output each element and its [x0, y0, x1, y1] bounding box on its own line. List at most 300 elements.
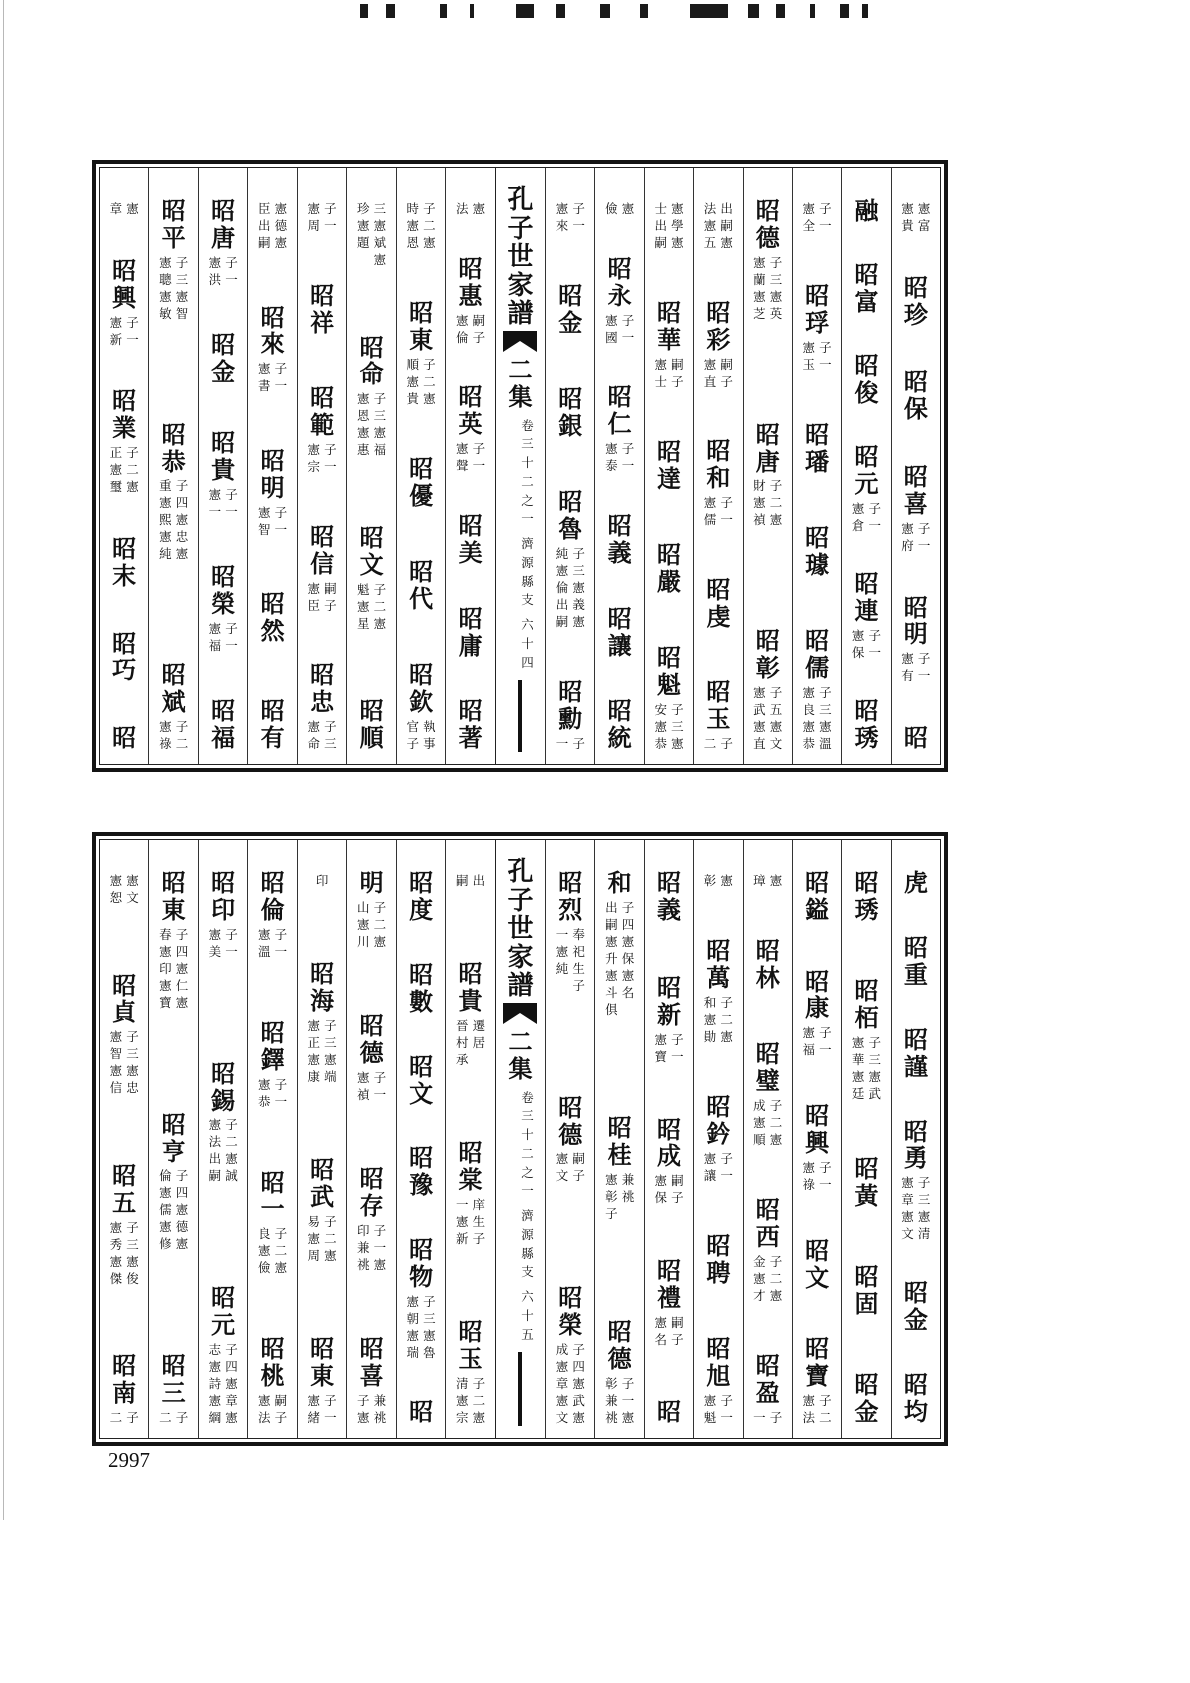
- genealogy-entry: [752, 1197, 784, 1304]
- note-left-line: 憲恩憲惠: [357, 391, 370, 458]
- note-left-line: 憲保: [654, 1173, 667, 1206]
- note-left-line: 彰: [703, 873, 717, 888]
- text-column: [198, 168, 247, 764]
- note-left-line: 憲緒: [307, 1393, 321, 1425]
- name-entry: 昭命: [359, 332, 384, 389]
- note-left-line: 憲華憲廷: [851, 1034, 865, 1101]
- name-entry: 昭著: [458, 696, 483, 753]
- name-entry: 昭保: [903, 367, 928, 424]
- name-entry: 昭文: [359, 522, 384, 579]
- genealogy-entry: [850, 444, 882, 534]
- name-entry: 昭金: [903, 1278, 928, 1335]
- annotation-note: [801, 1024, 833, 1058]
- collection-label: 二集: [508, 354, 533, 411]
- name-entry: 昭讓: [607, 603, 632, 660]
- note-left-line: 憲智: [258, 504, 271, 537]
- note-left-line: 憲一: [208, 486, 222, 519]
- note-right-line: 子一: [572, 201, 585, 233]
- note-right-line: 兼祧: [621, 1171, 635, 1204]
- center-rule: [518, 680, 522, 752]
- note-right-line: 嗣子: [472, 312, 486, 345]
- name-entry: 昭達: [657, 437, 682, 494]
- annotation-note: [604, 440, 636, 474]
- genealogy-entry: [655, 542, 684, 596]
- annotation-note: [554, 1150, 586, 1184]
- genealogy-entry: [407, 456, 436, 510]
- annotation-note: [604, 899, 636, 1018]
- note-left-line: 二: [159, 1410, 172, 1425]
- genealogy-entry: [702, 679, 734, 752]
- annotation-note: [454, 200, 486, 217]
- note-right-line: 子一: [819, 340, 832, 372]
- note-left-line: 憲周: [307, 201, 321, 233]
- text-column: [247, 840, 296, 1438]
- note-right-line: 憲: [769, 873, 783, 888]
- genealogy-entry: [110, 628, 139, 685]
- note-left-line: 憲保: [851, 627, 865, 660]
- genealogy-entry: [306, 198, 338, 234]
- note-left-line: 璋: [753, 873, 766, 888]
- fish-tail-mark: [503, 1003, 537, 1025]
- note-left-line: 章: [109, 201, 123, 216]
- annotation-note: [702, 994, 734, 1045]
- branch-label: 濟源縣支: [521, 1208, 534, 1280]
- note-right-line: 憲: [472, 201, 486, 216]
- genealogy-entry: [604, 1115, 636, 1222]
- genealogy-entry: [108, 198, 140, 217]
- annotation-note: [554, 200, 586, 234]
- genealogy-entry: [554, 489, 586, 630]
- name-entry: 昭恭: [161, 419, 186, 476]
- annotation-note: [405, 356, 437, 407]
- branch-label: 濟源縣支: [521, 536, 534, 608]
- name-entry: 昭康: [805, 966, 830, 1023]
- note-left-line: 憲溫: [258, 926, 271, 959]
- note-left-line: 憲彰子: [605, 1171, 618, 1221]
- text-column: [445, 168, 494, 764]
- note-left-line: 憲士: [654, 357, 667, 389]
- annotation-note: [405, 200, 437, 251]
- name-entry: 昭元: [211, 1283, 236, 1340]
- genealogy-entry: [405, 1237, 437, 1361]
- genealogy-entry: [355, 870, 387, 950]
- name-entry: 昭謹: [903, 1024, 928, 1081]
- page-number: 2997: [108, 1448, 150, 1472]
- annotation-note: [355, 899, 387, 950]
- genealogy-entry: [207, 1058, 239, 1185]
- name-entry: 昭忠: [310, 660, 335, 717]
- genealogy-entry: [852, 1264, 881, 1318]
- note-left-line: 憲祿: [159, 719, 172, 751]
- note-right-line: 子一: [225, 254, 238, 287]
- note-left-line: 憲有: [901, 651, 914, 684]
- name-entry: 昭棠: [458, 1138, 483, 1195]
- name-entry: 昭優: [409, 454, 434, 511]
- note-right-line: 嗣子: [671, 357, 684, 389]
- name-entry: 昭榮: [211, 562, 236, 619]
- name-entry: 昭三: [161, 1351, 186, 1408]
- note-right-line: 子五憲文: [769, 685, 783, 751]
- text-column: [545, 168, 594, 764]
- note-left-line: 憲玉: [802, 340, 816, 372]
- annotation-note: [454, 440, 486, 474]
- genealogy-entry: [653, 1255, 685, 1348]
- genealogy-entry: [901, 932, 930, 989]
- name-entry: 昭桂: [607, 1113, 632, 1170]
- name-entry: 昭聘: [706, 1231, 731, 1288]
- genealogy-entry: [407, 1051, 436, 1108]
- annotation-note: [257, 200, 289, 251]
- genealogy-entry: [852, 698, 881, 752]
- text-column: [792, 168, 841, 764]
- note-right-line: 子一: [819, 1159, 832, 1192]
- top-panel: [92, 160, 948, 772]
- note-left-line: 憲文: [555, 1151, 569, 1184]
- note-left-line: 安憲恭: [654, 702, 667, 751]
- genealogy-entry: [604, 870, 636, 1018]
- genealogy-entry: [405, 662, 437, 752]
- name-entry: 昭五: [112, 1160, 137, 1217]
- name-entry: 昭明: [260, 445, 285, 502]
- note-right-line: 子一: [126, 314, 139, 347]
- note-right-line: 憲學憲: [671, 201, 684, 250]
- note-right-line: 憲: [126, 201, 139, 216]
- genealogy-entry: [850, 978, 882, 1102]
- annotation-note: [752, 254, 784, 322]
- name-entry: 昭俊: [854, 351, 879, 408]
- note-left-line: 憲臣: [307, 580, 321, 613]
- note-right-line: 嗣子: [671, 1173, 684, 1206]
- note-left-line: 憲章憲文: [901, 1175, 914, 1242]
- text-column: [297, 840, 346, 1438]
- annotation-note: [108, 1028, 140, 1096]
- note-right-line: 子一: [225, 926, 238, 959]
- genealogy-entry: [702, 297, 734, 390]
- name-entry: 昭琇: [854, 868, 879, 924]
- note-right-line: 憲富: [917, 201, 931, 233]
- note-left-line: 彰兼祧: [605, 1376, 618, 1425]
- name-entry: 昭德: [755, 196, 780, 252]
- annotation-note: [653, 356, 685, 390]
- annotation-note: [158, 926, 190, 1011]
- note-right-line: 子二憲: [720, 995, 733, 1044]
- name-entry: 昭銀: [558, 384, 583, 441]
- name-entry: 昭貴: [211, 428, 236, 484]
- annotation-note: [702, 200, 734, 251]
- genealogy-entry: [554, 870, 586, 994]
- note-left-line: 憲朝憲瑞: [406, 1294, 420, 1360]
- annotation-note: [355, 1222, 387, 1273]
- name-entry: 昭華: [657, 298, 681, 355]
- annotation-note: [306, 1017, 338, 1085]
- name-entry: 昭鈐: [706, 1092, 731, 1149]
- text-column: [198, 840, 247, 1438]
- genealogy-entry: [655, 870, 684, 924]
- genealogy-entry: [454, 1319, 486, 1426]
- right-column-group: [545, 840, 940, 1438]
- note-right-line: 嗣子: [720, 356, 733, 389]
- genealogy-entry: [605, 698, 634, 752]
- note-left-line: 時憲恩: [406, 201, 420, 250]
- note-left-line: 憲良憲恭: [802, 685, 816, 751]
- annotation-note: [752, 477, 784, 528]
- note-right-line: 子一: [819, 1025, 832, 1058]
- cropped-header-fragment: [0, 4, 1190, 20]
- annotation-note: [653, 1031, 685, 1065]
- note-right-line: 子三憲溫: [819, 685, 832, 751]
- annotation-note: [801, 684, 833, 752]
- genealogy-entry: [108, 255, 140, 348]
- genealogy-entry: [207, 1285, 239, 1426]
- name-entry: 昭金: [211, 330, 236, 386]
- note-right-line: 子一: [917, 651, 931, 684]
- genealogy-entry: [803, 525, 832, 579]
- name-entry: 昭: [409, 1397, 434, 1427]
- note-right-line: 子二憲: [472, 1376, 486, 1425]
- name-entry: 融: [854, 196, 879, 225]
- note-left-line: 憲武憲直: [753, 685, 766, 751]
- name-entry: 昭富: [854, 260, 879, 317]
- genealogy-entry: [314, 870, 330, 889]
- annotation-note: [454, 1375, 486, 1426]
- genealogy-entry: [554, 1285, 586, 1426]
- note-right-line: 子四憲武憲: [572, 1342, 585, 1425]
- note-right-line: 子: [572, 736, 585, 751]
- name-entry: 昭和: [706, 436, 731, 493]
- name-entry: 昭福: [211, 696, 236, 753]
- annotation-note: [454, 872, 486, 889]
- name-entry: 昭: [112, 723, 137, 753]
- name-entry: 昭一: [260, 1167, 285, 1224]
- note-left-line: 春憲印憲寶: [159, 926, 172, 1010]
- name-entry: 昭錫: [211, 1058, 236, 1115]
- note-right-line: 子四憲德憲: [175, 1168, 189, 1252]
- name-entry: 昭寶: [805, 1334, 830, 1391]
- annotation-note: [355, 200, 387, 268]
- note-right-line: 遷居: [472, 1018, 486, 1050]
- note-right-line: 子一: [225, 620, 238, 653]
- fish-tail-mark: [503, 331, 537, 353]
- annotation-note: [554, 735, 586, 752]
- annotation-note: [158, 254, 190, 322]
- annotation-note: [702, 735, 734, 752]
- annotation-note: [604, 312, 636, 346]
- note-right-line: 奉祀生子: [572, 926, 585, 993]
- name-entry: 昭德: [558, 1092, 583, 1149]
- genealogy-entry: [801, 628, 833, 752]
- name-entry: 昭度: [409, 868, 434, 924]
- note-left-line: 士出嗣: [654, 201, 667, 250]
- note-left-line: 和憲勛: [703, 995, 717, 1044]
- text-column: [247, 168, 296, 764]
- genealogy-entry: [306, 961, 338, 1085]
- annotation-note: [257, 1392, 289, 1426]
- name-entry: 昭巧: [112, 628, 137, 685]
- note-left-line: 子憲: [357, 1392, 370, 1425]
- genealogy-entry: [852, 353, 881, 407]
- genealogy-entry: [605, 603, 634, 660]
- genealogy-entry: [257, 445, 289, 538]
- note-right-line: 子三憲清: [917, 1175, 931, 1242]
- genealogy-entry: [653, 645, 685, 752]
- name-entry: 昭鐸: [260, 1017, 285, 1074]
- note-right-line: 子二憲: [324, 1214, 337, 1263]
- note-right-line: 子三: [324, 719, 337, 751]
- name-entry: 昭元: [854, 442, 879, 499]
- note-left-line: 憲蘭憲芝: [753, 254, 766, 321]
- note-left-line: 二: [703, 736, 717, 751]
- annotation-note: [752, 684, 784, 752]
- note-left-line: 一憲純: [555, 926, 569, 976]
- annotation-note: [454, 1196, 486, 1247]
- genealogy-entry: [901, 272, 930, 329]
- note-left-line: 憲聲: [455, 441, 469, 474]
- text-column: [545, 840, 594, 1438]
- name-entry: 昭英: [458, 382, 483, 439]
- annotation-note: [355, 581, 387, 632]
- genealogy-entry: [108, 1160, 140, 1287]
- note-left-line: 一: [555, 736, 569, 751]
- note-right-line: 子一: [868, 627, 882, 660]
- text-column: [644, 840, 693, 1438]
- note-right-line: 子一憲: [621, 1376, 635, 1425]
- note-right-line: 庠生子: [472, 1197, 486, 1246]
- name-entry: 昭數: [409, 959, 434, 1016]
- genealogy-entry: [158, 1109, 190, 1253]
- name-entry: 昭: [903, 723, 928, 753]
- genealogy-entry: [355, 522, 387, 632]
- name-entry: 昭義: [657, 868, 682, 924]
- note-left-line: 憲福: [802, 1025, 816, 1058]
- name-entry: 昭黃: [854, 1154, 879, 1210]
- note-right-line: 子一: [324, 442, 337, 474]
- note-right-line: 子二憲: [769, 1098, 783, 1147]
- folio-number: 六十五: [521, 1289, 534, 1342]
- volume-label: 卷三十二之一: [521, 1089, 534, 1199]
- genealogy-entry: [850, 571, 882, 661]
- annotation-note: [207, 254, 239, 288]
- name-entry: 和: [607, 868, 632, 897]
- note-left-line: 憲恭: [258, 1076, 271, 1109]
- name-entry: 昭金: [854, 1370, 879, 1427]
- note-left-line: 重憲熙憲純: [159, 478, 172, 562]
- name-entry: 昭固: [854, 1262, 879, 1319]
- book-title: 孔子世家譜: [507, 185, 534, 330]
- note-left-line: 憲聰憲敏: [159, 254, 172, 321]
- annotation-note: [850, 1034, 882, 1102]
- genealogy-entry: [454, 870, 486, 889]
- genealogy-entry: [702, 870, 734, 889]
- genealogy-entry: [653, 975, 685, 1065]
- genealogy-entry: [158, 870, 190, 1011]
- name-entry: 昭西: [755, 1195, 780, 1252]
- note-left-line: 憲國: [605, 312, 618, 345]
- book-title: 孔子世家譜: [507, 857, 534, 1002]
- note-right-line: 子: [720, 736, 733, 751]
- note-left-line: 憲洪: [208, 254, 222, 287]
- note-right-line: 子一: [274, 1076, 288, 1109]
- center-column: [495, 840, 545, 1438]
- annotation-note: [108, 1219, 140, 1287]
- name-entry: 昭海: [310, 959, 335, 1016]
- genealogy-entry: [355, 332, 387, 459]
- name-entry: 昭存: [359, 1164, 384, 1221]
- annotation-note: [405, 1293, 437, 1361]
- note-right-line: 子二憲: [274, 1226, 288, 1276]
- genealogy-entry: [801, 1103, 833, 1193]
- annotation-note: [405, 718, 437, 752]
- annotation-note: [900, 650, 932, 684]
- name-entry: 昭盈: [755, 1351, 780, 1408]
- name-entry: 昭烈: [558, 868, 583, 924]
- genealogy-entry: [207, 870, 239, 960]
- name-entry: 明: [359, 868, 384, 897]
- genealogy-entry: [110, 725, 139, 752]
- name-entry: 昭萬: [706, 936, 731, 993]
- annotation-note: [257, 926, 289, 960]
- genealogy-entry: [702, 198, 734, 251]
- genealogy-entry: [901, 369, 930, 423]
- note-left-line: 純憲倫出嗣: [555, 546, 569, 629]
- annotation-note: [158, 1167, 190, 1252]
- annotation-note: [702, 1150, 734, 1184]
- name-entry: 昭: [657, 1397, 682, 1427]
- text-column: [100, 840, 148, 1438]
- genealogy-entry: [306, 521, 338, 614]
- genealogy-entry: [653, 198, 685, 251]
- genealogy-entry: [801, 198, 833, 234]
- note-right-line: 憲文: [126, 873, 139, 905]
- genealogy-entry: [704, 1233, 733, 1287]
- genealogy-entry: [752, 870, 784, 889]
- genealogy-entry: [604, 253, 636, 346]
- note-left-line: 憲名: [654, 1314, 667, 1347]
- genealogy-entry: [702, 938, 734, 1045]
- annotation-note: [355, 1069, 387, 1103]
- note-left-line: 成憲章憲文: [555, 1342, 569, 1425]
- note-right-line: 子一: [917, 520, 931, 553]
- note-right-line: 子三憲福: [373, 391, 387, 458]
- annotation-note: [108, 444, 140, 495]
- name-entry: 昭均: [903, 1370, 928, 1427]
- note-left-line: 憲祿: [802, 1159, 816, 1192]
- genealogy-entry: [554, 198, 586, 234]
- annotation-note: [752, 872, 784, 889]
- note-right-line: 子一: [274, 361, 288, 394]
- genealogy-entry: [158, 198, 190, 322]
- name-entry: 昭惠: [458, 253, 483, 310]
- note-right-line: 嗣子: [572, 1151, 585, 1184]
- genealogy-entry: [604, 198, 636, 217]
- genealogy-entry: [456, 698, 485, 752]
- note-right-line: 子一: [720, 1393, 733, 1425]
- note-right-line: 子一: [621, 312, 635, 345]
- name-entry: 昭禮: [657, 1255, 681, 1312]
- note-right-line: 子一: [720, 495, 733, 527]
- note-right-line: 子一: [671, 1032, 684, 1065]
- annotation-note: [752, 1097, 784, 1148]
- name-entry: 昭榮: [558, 1283, 583, 1340]
- note-left-line: 憲儒: [703, 495, 717, 527]
- note-right-line: 子: [175, 1410, 189, 1425]
- note-right-line: 子二憲: [423, 357, 436, 406]
- note-right-line: 憲: [621, 201, 635, 216]
- name-entry: 昭然: [260, 589, 285, 645]
- note-left-line: 臣出嗣: [258, 201, 271, 250]
- note-right-line: 子四憲保憲名: [621, 899, 635, 1000]
- bottom-panel: [92, 832, 948, 1446]
- note-right-line: 子一: [324, 1393, 337, 1425]
